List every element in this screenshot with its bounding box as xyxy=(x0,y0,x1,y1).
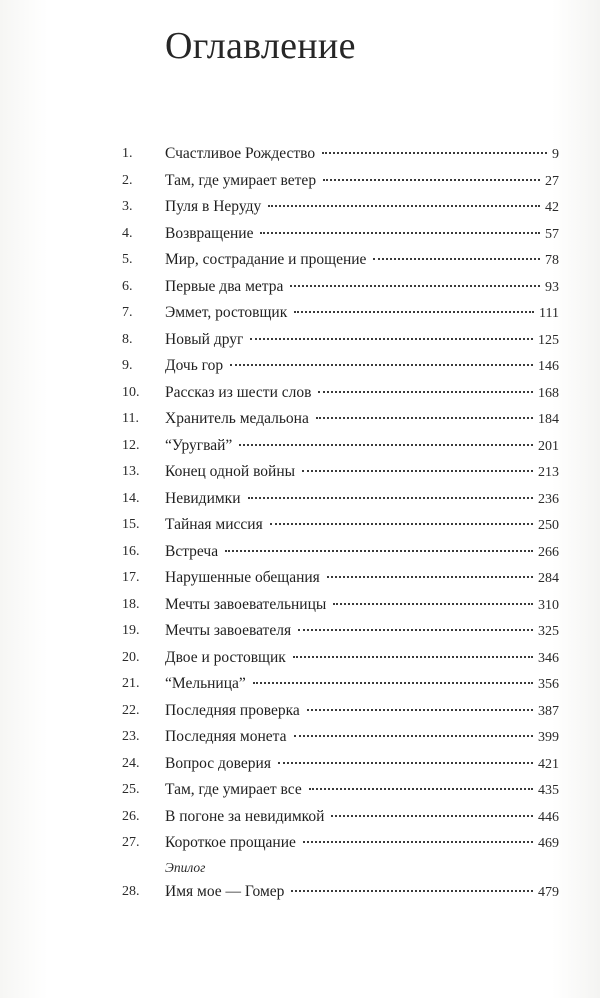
chapter-number: 5. xyxy=(122,252,133,267)
dot-leader xyxy=(278,761,533,764)
page-number: 42 xyxy=(545,200,559,215)
chapter-title: Там, где умирает ветер xyxy=(165,171,317,189)
toc-entry xyxy=(165,486,559,514)
toc-row xyxy=(0,327,600,354)
toc-row xyxy=(0,141,600,168)
toc-row-final xyxy=(0,879,600,906)
chapter-title: Рассказ из шести слов xyxy=(165,383,312,401)
chapter-number: 22. xyxy=(122,702,140,718)
toc-entry xyxy=(165,645,559,673)
toc-entry xyxy=(165,751,559,779)
chapter-number: 6. xyxy=(122,278,133,294)
dot-leader xyxy=(239,443,533,446)
page-number: 266 xyxy=(538,544,559,560)
toc-row xyxy=(0,247,600,274)
page-number: 146 xyxy=(538,359,559,374)
chapter-number: 14. xyxy=(122,490,140,506)
dot-leader xyxy=(253,681,533,684)
toc-entry xyxy=(165,274,559,302)
chapter-number: 8. xyxy=(122,331,133,347)
page-number: 201 xyxy=(538,438,559,454)
page-number: 325 xyxy=(538,624,559,639)
toc-entry xyxy=(165,592,559,620)
dot-leader xyxy=(298,628,533,631)
chapter-title: Первые два метра xyxy=(165,277,284,295)
table-of-contents xyxy=(0,141,600,905)
dot-leader xyxy=(316,416,533,419)
toc-entry xyxy=(165,671,559,699)
chapter-number: 3. xyxy=(122,199,133,214)
toc-entry xyxy=(165,539,559,567)
toc-entry xyxy=(165,300,559,328)
chapter-number: 12. xyxy=(122,437,140,453)
toc-row xyxy=(0,353,600,380)
toc-row xyxy=(0,512,600,539)
chapter-number: 1. xyxy=(122,146,133,161)
toc-entry xyxy=(165,804,559,832)
dot-leader xyxy=(293,655,533,658)
chapter-title: Там, где умирает все xyxy=(165,781,302,798)
page-number: 387 xyxy=(538,703,559,719)
toc-row xyxy=(0,618,600,645)
dot-leader xyxy=(309,787,533,790)
toc-entry xyxy=(165,221,559,249)
page-number: 184 xyxy=(538,412,559,427)
chapter-number: 9. xyxy=(122,358,133,373)
chapter-title: Встреча xyxy=(165,542,219,560)
dot-leader xyxy=(248,496,533,499)
toc-row xyxy=(0,406,600,433)
toc-entry xyxy=(165,512,559,540)
dot-leader xyxy=(268,204,540,207)
dot-leader xyxy=(230,363,533,366)
chapter-number: 24. xyxy=(122,755,140,771)
toc-row xyxy=(0,565,600,592)
page-number: 168 xyxy=(538,385,559,401)
chapter-title: Последняя проверка xyxy=(165,701,300,719)
toc-row xyxy=(0,300,600,327)
toc-entry xyxy=(165,724,559,752)
dot-leader xyxy=(302,469,533,472)
dot-leader xyxy=(260,231,540,234)
dot-leader xyxy=(333,602,533,605)
toc-entry xyxy=(165,433,559,461)
dot-leader xyxy=(250,337,533,340)
chapter-number: 27. xyxy=(122,835,140,850)
chapter-number: 19. xyxy=(122,623,140,638)
toc-row xyxy=(0,459,600,486)
chapter-title: “Уругвай” xyxy=(165,436,233,454)
page-number: 356 xyxy=(538,677,559,692)
chapter-title: Мир, сострадание и прощение xyxy=(165,251,367,268)
chapter-title: Дочь гор xyxy=(165,357,224,374)
chapter-title: Конец одной войны xyxy=(165,463,296,480)
chapter-number: 28. xyxy=(122,883,140,899)
toc-entry xyxy=(165,618,559,646)
toc-entry xyxy=(165,406,559,434)
chapter-title: “Мельница” xyxy=(165,675,246,692)
epilogue-label: Эпилог xyxy=(165,859,206,875)
chapter-title: Последняя монета xyxy=(165,728,287,745)
page-number: 469 xyxy=(538,836,559,851)
page-number: 284 xyxy=(538,571,559,586)
page-number: 125 xyxy=(538,332,559,348)
toc-row xyxy=(0,486,600,513)
toc-row xyxy=(0,221,600,248)
toc-entry xyxy=(165,247,559,275)
chapter-title: Короткое прощание xyxy=(165,834,296,851)
chapter-title: Счастливое Рождество xyxy=(165,145,316,162)
toc-row xyxy=(0,592,600,619)
chapter-number: 18. xyxy=(122,596,140,612)
dot-leader xyxy=(373,257,540,260)
page-number: 78 xyxy=(545,253,559,268)
toc-row xyxy=(0,804,600,831)
toc-entry xyxy=(165,777,559,805)
toc-row xyxy=(0,539,600,566)
page-number: 399 xyxy=(538,730,559,745)
chapter-number: 17. xyxy=(122,570,140,585)
dot-leader xyxy=(291,889,533,892)
chapter-number: 16. xyxy=(122,543,140,559)
chapter-title: Хранитель медальона xyxy=(165,410,309,427)
chapter-title: Мечты завоевателя xyxy=(165,622,292,639)
chapter-number: 13. xyxy=(122,464,140,479)
toc-row xyxy=(0,168,600,195)
page-number: 310 xyxy=(538,597,559,613)
page-number: 435 xyxy=(538,783,559,798)
toc-entry xyxy=(165,141,559,169)
chapter-title: Нарушенные обещания xyxy=(165,569,320,586)
toc-entry xyxy=(165,168,559,196)
dot-leader xyxy=(323,178,540,181)
toc-entry xyxy=(165,698,559,726)
toc-entry xyxy=(165,194,559,222)
page-number: 93 xyxy=(545,279,559,295)
chapter-number: 21. xyxy=(122,676,140,691)
toc-row xyxy=(0,671,600,698)
page-number: 446 xyxy=(538,809,559,825)
page-number: 111 xyxy=(539,306,559,321)
chapter-title: Невидимки xyxy=(165,489,241,507)
page-number: 236 xyxy=(538,491,559,507)
chapter-number: 4. xyxy=(122,225,133,241)
toc-row xyxy=(0,274,600,301)
chapter-number: 15. xyxy=(122,517,140,532)
chapter-title: Тайная миссия xyxy=(165,516,263,533)
toc-entry xyxy=(165,565,559,593)
dot-leader xyxy=(290,284,540,287)
toc-row xyxy=(0,724,600,751)
chapter-title: Эммет, ростовщик xyxy=(165,304,288,321)
page-number: 27 xyxy=(545,173,559,189)
page-number: 250 xyxy=(538,518,559,533)
dot-leader xyxy=(303,840,533,843)
chapter-number: 26. xyxy=(122,808,140,824)
chapter-title: Пуля в Неруду xyxy=(165,198,262,215)
page-number: 57 xyxy=(545,226,559,242)
dot-leader xyxy=(307,708,533,711)
chapter-title: В погоне за невидимкой xyxy=(165,807,325,825)
chapter-number: 11. xyxy=(122,411,139,426)
chapter-number: 2. xyxy=(122,172,133,188)
page-number: 9 xyxy=(552,147,559,162)
dot-leader xyxy=(318,390,533,393)
dot-leader xyxy=(294,310,534,313)
chapter-number: 23. xyxy=(122,729,140,744)
toc-row xyxy=(0,830,600,857)
toc-entry xyxy=(165,380,559,408)
chapter-title: Возвращение xyxy=(165,224,254,242)
toc-entry xyxy=(165,459,559,487)
toc-entry xyxy=(165,830,559,858)
chapter-number: 25. xyxy=(122,782,140,797)
toc-entry xyxy=(165,353,559,381)
chapter-title: Вопрос доверия xyxy=(165,754,271,772)
chapter-title: Новый друг xyxy=(165,330,244,348)
chapter-number: 7. xyxy=(122,305,133,320)
toc-entry xyxy=(165,879,559,907)
toc-entry xyxy=(165,327,559,355)
page-number: 213 xyxy=(538,465,559,480)
dot-leader xyxy=(327,575,533,578)
page-number: 346 xyxy=(538,650,559,666)
toc-row xyxy=(0,380,600,407)
toc-row xyxy=(0,698,600,725)
dot-leader xyxy=(294,734,533,737)
page-number: 421 xyxy=(538,756,559,772)
epilogue-heading-row xyxy=(0,857,600,879)
page-title: Оглавление xyxy=(165,25,356,67)
dot-leader xyxy=(331,814,533,817)
dot-leader xyxy=(322,151,547,154)
chapter-title: Двое и ростовщик xyxy=(165,648,286,666)
chapter-title: Имя мое — Гомер xyxy=(165,882,285,900)
chapter-number: 10. xyxy=(122,384,140,400)
page-number: 479 xyxy=(538,884,559,900)
toc-row xyxy=(0,433,600,460)
chapter-title: Мечты завоевательницы xyxy=(165,595,327,613)
dot-leader xyxy=(225,549,533,552)
toc-row xyxy=(0,194,600,221)
toc-row xyxy=(0,751,600,778)
toc-row xyxy=(0,777,600,804)
chapter-number: 20. xyxy=(122,649,140,665)
dot-leader xyxy=(270,522,533,525)
toc-row xyxy=(0,645,600,672)
